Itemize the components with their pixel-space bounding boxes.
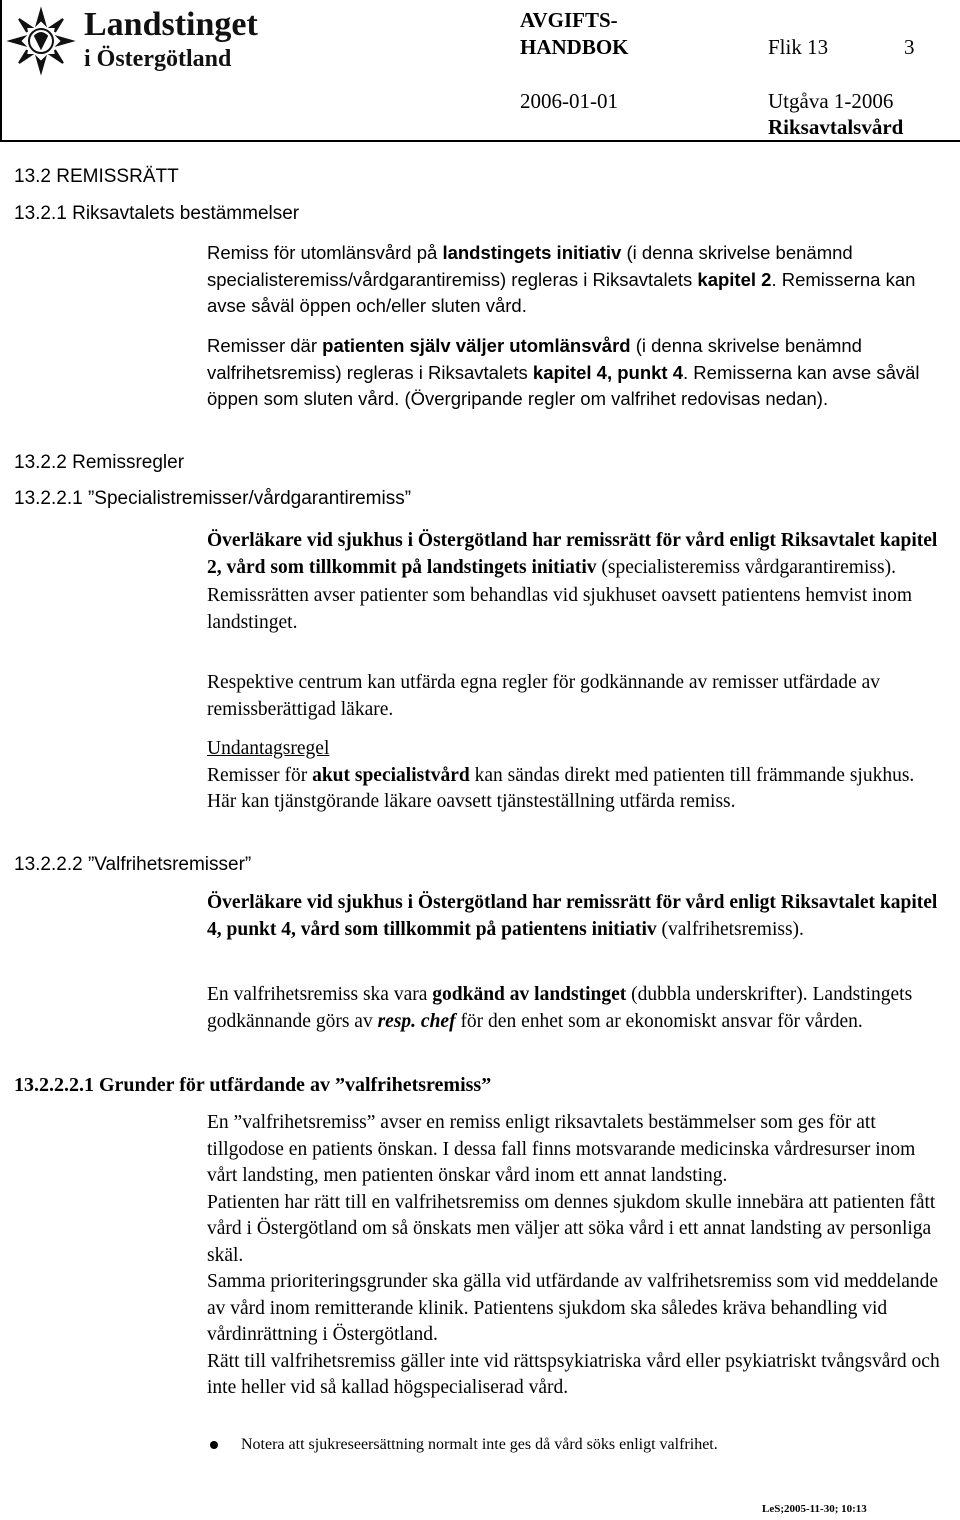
heading-13-2-2-2: 13.2.2.2 ”Valfrihetsremisser” (14, 854, 252, 875)
sec-2-2-2-paragraph-1: Överläkare vid sjukhus i Östergötland har remissrätt för vård enligt Riksavtalet kapitel 4, punkt 4, vård som tillkommit på patientens initiativ (valfrihetsremiss). (207, 892, 938, 940)
flik-label: Flik 13 (768, 35, 829, 59)
sec-2-2-1-exception: Undantagsregel Remisser för akut specialistvård kan sändas direkt med patienten till främmande sjukhus. Här kan tjänstgörande läkare oavsett tjänsteställning utfärda remiss. (207, 736, 942, 816)
logo-line2: i Östergötland (84, 46, 232, 72)
heading-13-2-2: 13.2.2 Remissregler (14, 452, 185, 473)
sec-2-2-2-1-body: En ”valfrihetsremiss” avser en remiss enligt riksavtalets bestämmelser som ges för att tillgodose en patients önskan. I dessa fall finns motsvarande medicinska vårdresurser inom vårt landsting, men patienten önskar vård inom ett annat landsting. Patienten har rätt till en valfrihetsremiss om dennes sjukdom skulle innebära att patienten fått vård i Östergötland om så önskats men väljer att söka vård i ett annat landsting av personliga skäl. Samma prioriteringsgrunder ska gälla vid utfärdande av valfrihetsremiss som vid meddelande av vård inom remitterande klinik. Patientens sjukdom ska således kräva behandling vid vårdinrättning i Östergötland. Rätt till valfrihetsremiss gäller inte vid rättspsykiatriska vård eller psykiatriskt tvångsvård och inte heller vid så kallad högspecialiserad vård. (207, 1112, 940, 1398)
heading-13-2-2-1: 13.2.2.1 ”Specialistremisser/vårdgarantiremiss” (14, 488, 412, 509)
note-text: Notera att sjukreseersättning normalt inte ges då vård söks enligt valfrihet. (241, 1436, 718, 1453)
sec-2-2-1-paragraph-1: Överläkare vid sjukhus i Östergötland har remissrätt för vård enligt Riksavtalet kapitel 2, vård som tillkommit på landstingets initiativ (specialisteremiss vårdgarantiremiss). Remissrätten avser patienter som behandlas vid sjukhuset oavsett patientens hemvist inom landstinget. (207, 530, 938, 633)
header-divider (0, 0, 2, 140)
sec-2-1-paragraph-1: Remiss för utomlänsvård på landstingets initiativ (i denna skrivelse benämnd specialisteremiss/vårdgarantiremiss) regleras i Riksavtalets kapitel 2. Remisserna kan avse såväl öppen och/eller sluten vård. (207, 242, 916, 316)
landstinget-logo (6, 6, 306, 76)
heading-13-2-1: 13.2.1 Riksavtalets bestämmelser (14, 203, 300, 224)
logo-line1: Landstinget (84, 6, 258, 43)
exception-heading: Undantagsregel (207, 738, 330, 759)
sec-2-1-paragraph-2: Remisser där patienten själv väljer utomlänsvård (i denna skrivelse benämnd valfrihetsremiss) regleras i Riksavtalets kapitel 4, punkt 4. Remisserna kan avse såväl öppen som sluten vård. (Övergripande regler om valfrihet redovisas nedan). (207, 335, 920, 409)
header-bottom-rule (0, 140, 960, 142)
heading-13-2-2-2-1: 13.2.2.2.1 Grunder för utfärdande av ”valfrihetsremiss” (14, 1074, 492, 1096)
sec-2-2-1-paragraph-3: Respektive centrum kan utfärda egna regler för godkännande av remisser utfärdade av remissberättigad läkare. (207, 672, 880, 720)
handbook-title-line2: HANDBOK (520, 35, 629, 59)
header-section-name: Riksavtalsvård (768, 115, 904, 139)
header-date: 2006-01-01 (520, 89, 618, 113)
handbook-title-line1: AVGIFTS- (520, 8, 618, 32)
note-bullet (210, 1441, 218, 1449)
header-edition: Utgåva 1-2006 (768, 89, 894, 113)
page-number: 3 (904, 35, 915, 59)
footer-signature: LeS;2005-11-30; 10:13 (762, 1503, 867, 1515)
sun-emblem-icon (6, 6, 76, 76)
heading-13-2: 13.2 REMISSRÄTT (14, 166, 179, 187)
sec-2-2-2-paragraph-2: En valfrihetsremiss ska vara godkänd av landstinget (dubbla underskrifter). Landstingets godkännande görs av resp. chef för den enhet som ar ekonomiskt ansvar för vården. (207, 984, 913, 1032)
